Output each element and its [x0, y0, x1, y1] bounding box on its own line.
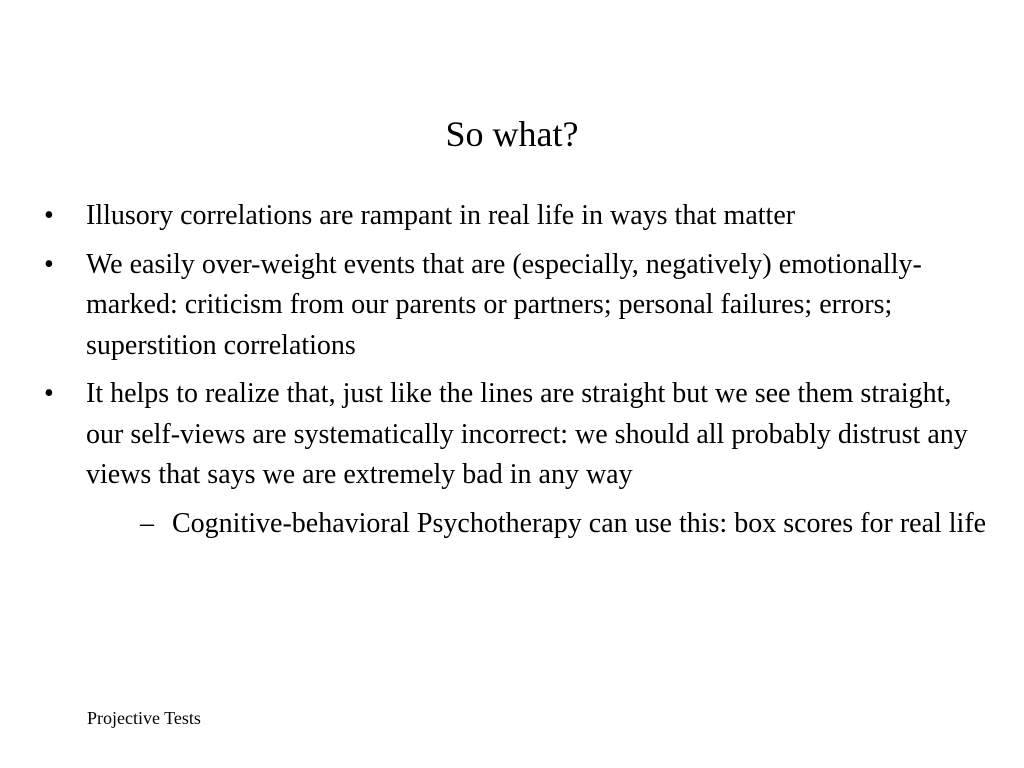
sub-bullet-item: [140, 504, 994, 545]
bullet-text: Illusory correlations are rampant in real life in ways that matter: [86, 200, 796, 231]
bullet-icon: •: [44, 378, 54, 409]
bullet-icon: •: [44, 200, 54, 231]
dash-icon: –: [140, 507, 154, 539]
bullet-item: [44, 374, 994, 544]
footer-label: Projective Tests: [87, 708, 201, 728]
slide-title: So what?: [445, 114, 579, 154]
sub-bullet-text: Cognitive-behavioral Psychotherapy can use this: box scores for real life: [172, 507, 987, 539]
bullet-item: [44, 245, 994, 367]
bullet-text: We easily over-weight events that are (especially, negatively) emotionally-marked: criticism from our parents or partners; personal failures; errors; superstition correlations: [86, 248, 922, 361]
bullet-text: It helps to realize that, just like the lines are straight but we see them straight, our self-views are systematically incorrect: we should all probably distrust any views that says we are extremely bad in any way: [86, 378, 968, 490]
bullet-item: [44, 196, 994, 237]
sub-bullet-list: [86, 504, 994, 545]
bullet-icon: •: [44, 248, 54, 280]
bullet-list: [44, 196, 994, 552]
